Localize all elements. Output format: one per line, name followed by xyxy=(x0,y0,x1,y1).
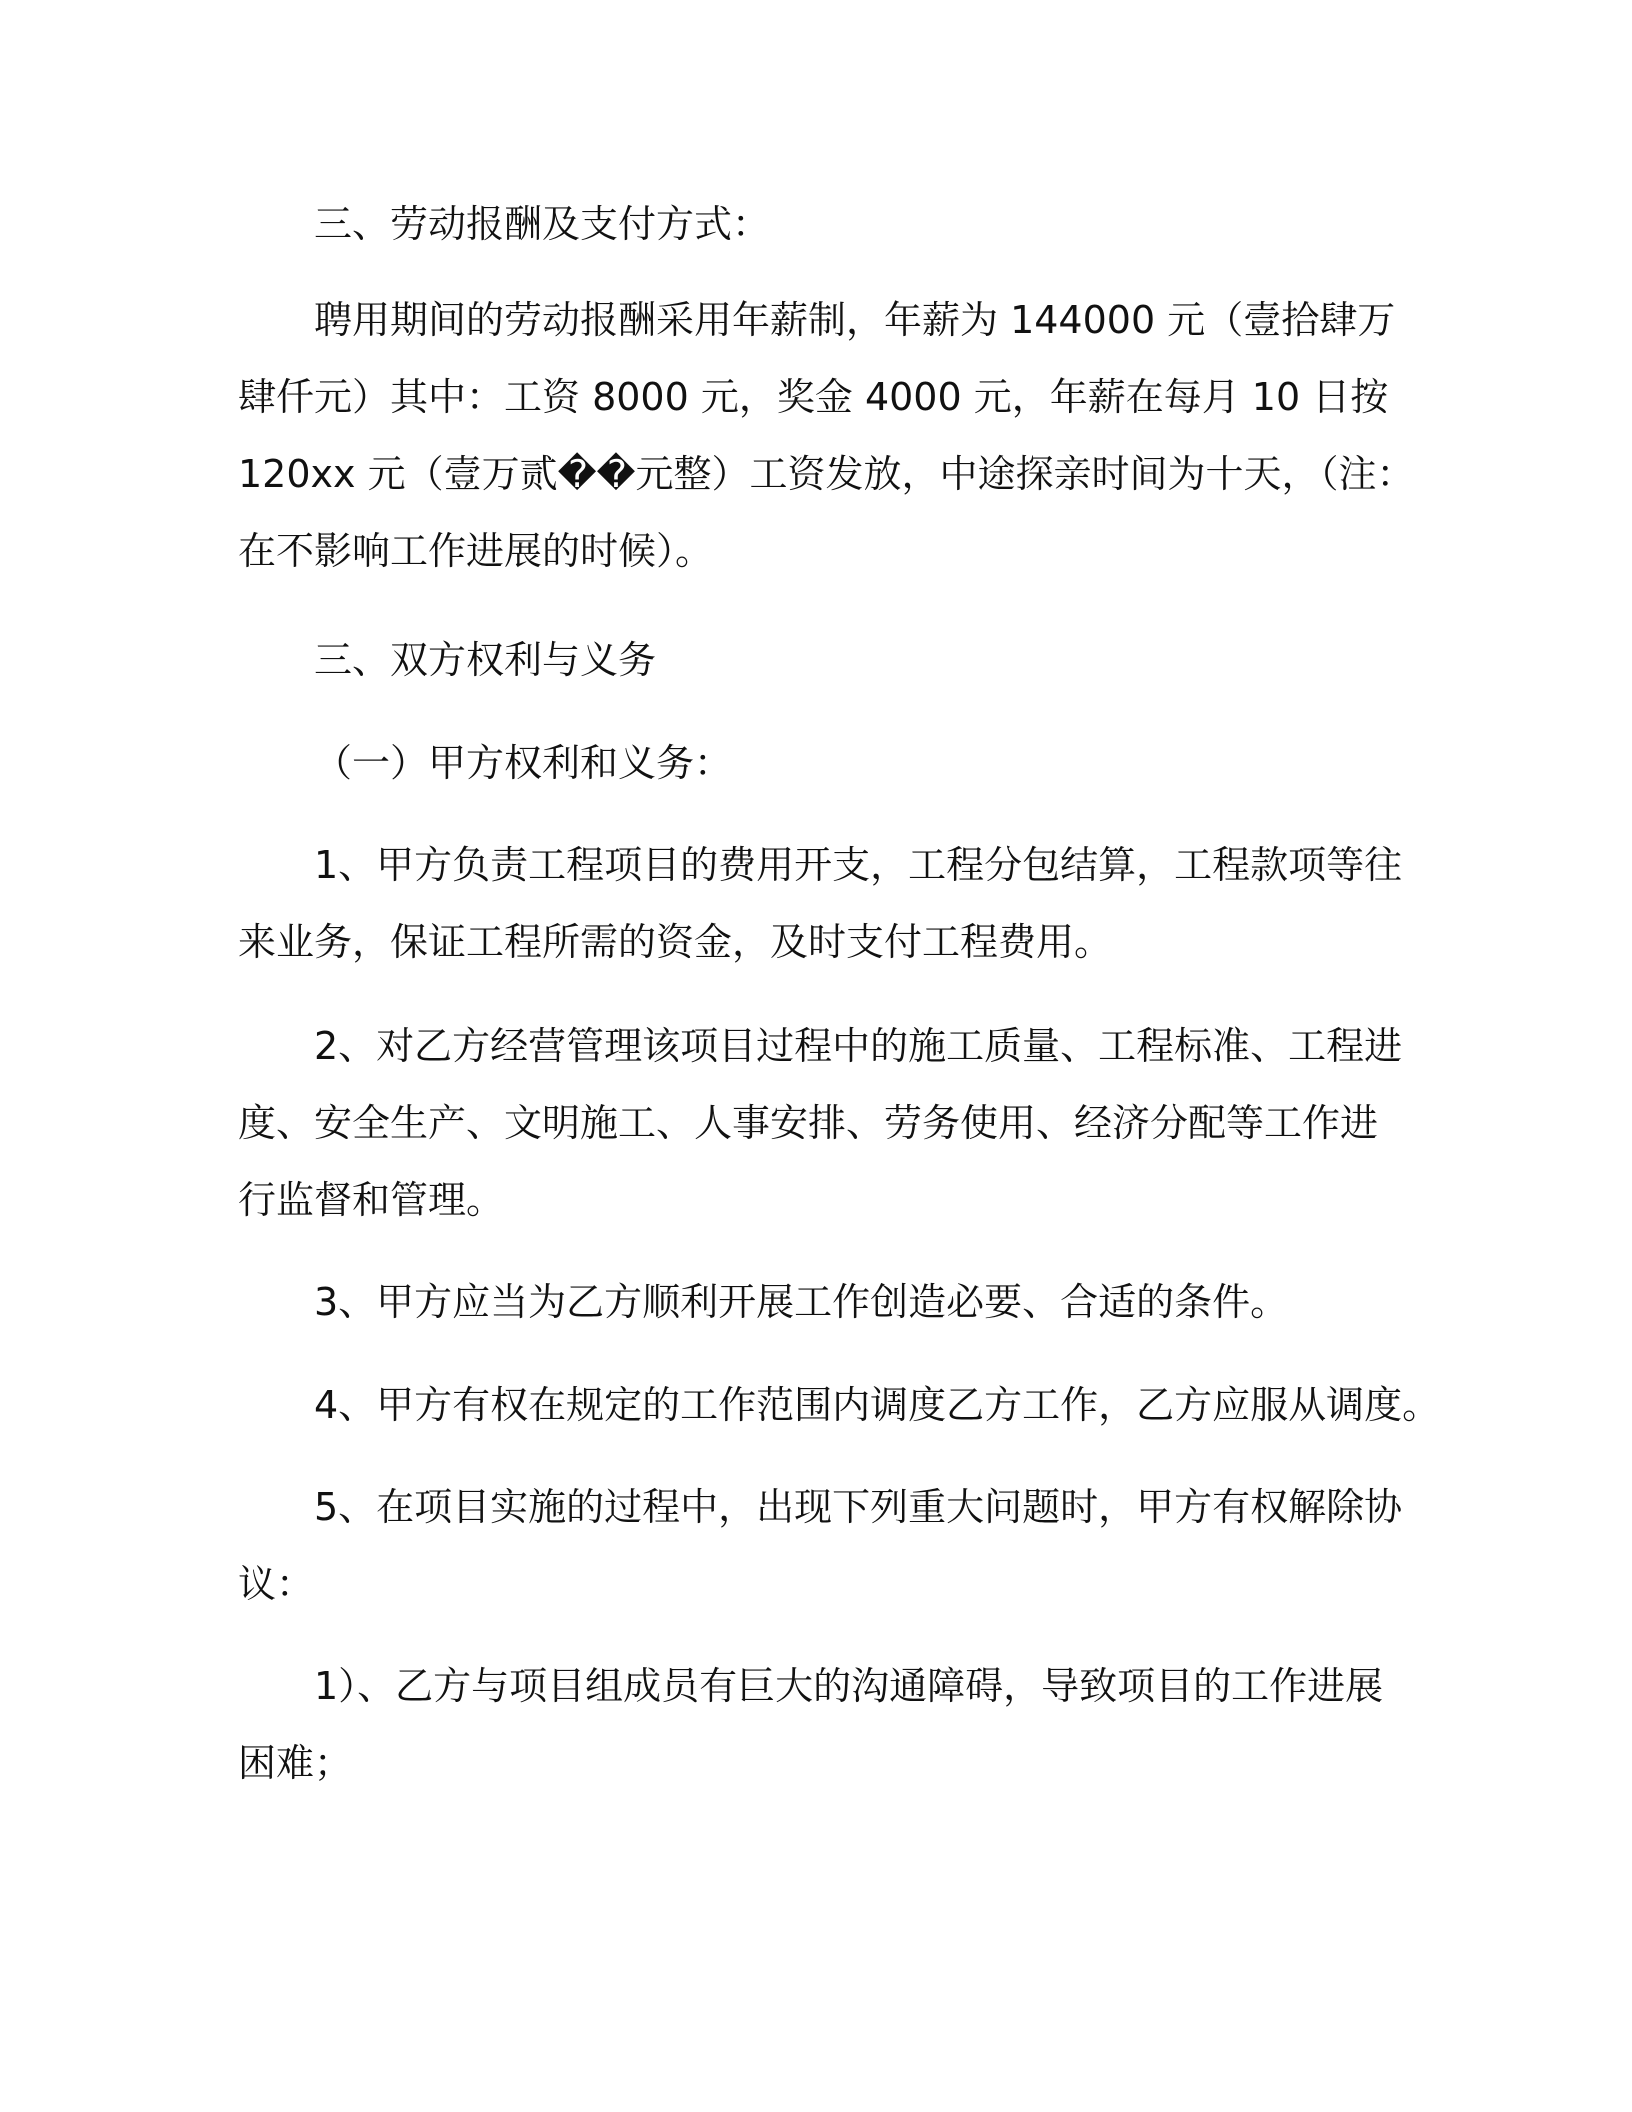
text-line: 议： xyxy=(238,1562,315,1606)
list-item xyxy=(238,1008,1403,1239)
text-line: 3、甲方应当为乙方顺利开展工作创造必要、合适的条件。 xyxy=(314,1280,1289,1324)
text-line: 来业务，保证工程所需的资金，及时支付工程费用。 xyxy=(238,920,1113,964)
list-item xyxy=(238,1264,1398,1341)
section-heading-compensation xyxy=(314,186,1474,263)
text-line: 1）、乙方与项目组成员有巨大的沟通障碍，导致项目的工作进展 xyxy=(314,1664,1384,1708)
paragraph-salary xyxy=(238,282,1415,590)
text-line: 2、对乙方经营管理该项目过程中的施工质量、工程标准、工程进 xyxy=(314,1024,1403,1068)
text-line: 聘用期间的劳动报酬采用年薪制，年薪为 144000 元（壹拾肆万 xyxy=(314,298,1396,342)
list-item xyxy=(238,1367,1441,1444)
subsection-heading-party-a xyxy=(314,725,1474,802)
text-line: 三、双方权利与义务 xyxy=(314,638,657,682)
section-heading-rights xyxy=(314,622,1474,699)
text-line: （一）甲方权利和义务： xyxy=(314,741,733,785)
text-line: 困难； xyxy=(238,1741,353,1785)
text-line: 三、劳动报酬及支付方式： xyxy=(314,202,771,246)
list-item xyxy=(238,1648,1398,1802)
text-line: 在不影响工作进展的时候）。 xyxy=(238,529,714,573)
text-line: 5、在项目实施的过程中，出现下列重大问题时，甲方有权解除协 xyxy=(314,1485,1403,1529)
list-item xyxy=(238,1469,1403,1623)
list-item xyxy=(238,827,1403,981)
text-line: 肆仟元）其中：工资 8000 元，奖金 4000 元，年薪在每月 10 日按 xyxy=(238,375,1389,419)
text-line: 4、甲方有权在规定的工作范围内调度乙方工作，乙方应服从调度。 xyxy=(314,1383,1441,1427)
text-line: 120xx 元（壹万贰��元整）工资发放，中途探亲时间为十天，（注： xyxy=(238,452,1415,496)
text-line: 行监督和管理。 xyxy=(238,1178,505,1222)
text-line: 度、安全生产、文明施工、人事安排、劳务使用、经济分配等工作进 xyxy=(238,1101,1379,1145)
text-line: 1、甲方负责工程项目的费用开支，工程分包结算，工程款项等往 xyxy=(314,843,1403,887)
